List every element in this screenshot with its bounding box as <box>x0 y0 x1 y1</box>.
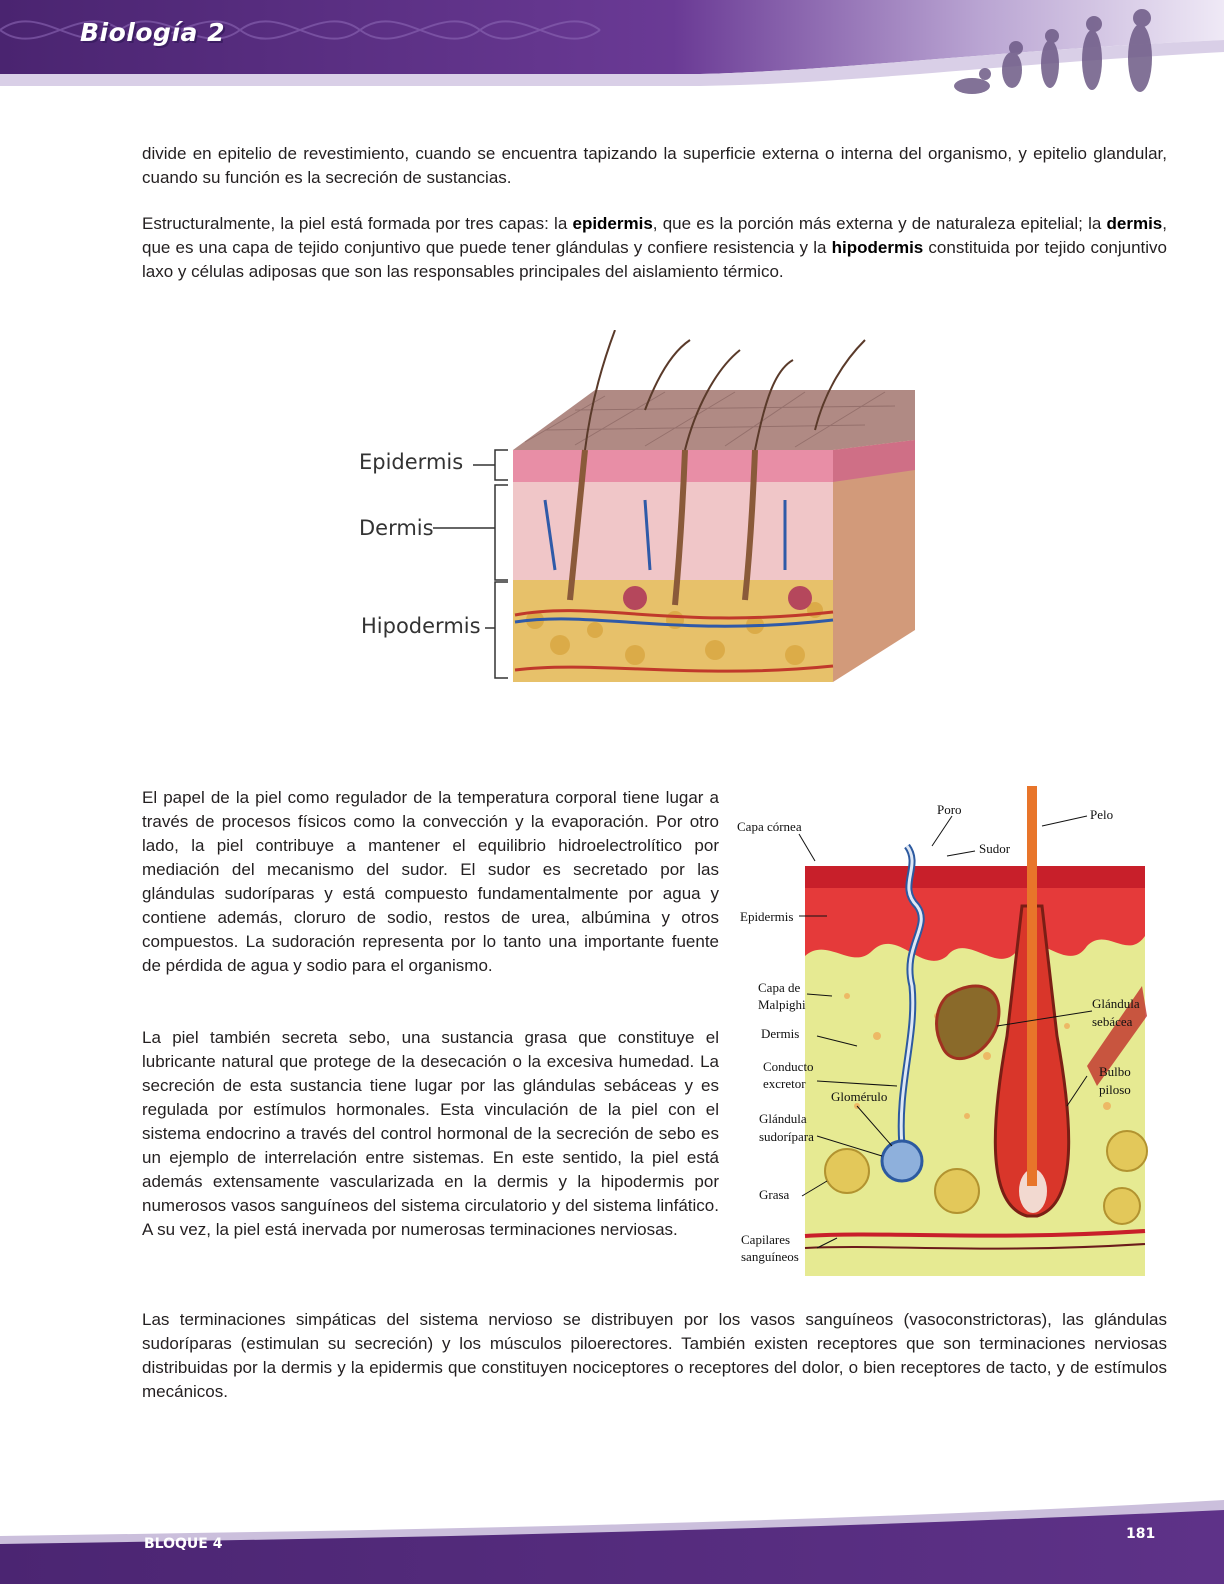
label-dermis: Dermis <box>359 516 434 540</box>
label-pelo: Pelo <box>1090 807 1114 822</box>
label-conducto-1: Conducto <box>763 1059 814 1074</box>
label-capilares-2: sanguíneos <box>741 1249 799 1264</box>
term-dermis: dermis <box>1106 214 1163 233</box>
label-glandula-sebacea-2: sebácea <box>1092 1014 1133 1029</box>
label-epidermis: Epidermis <box>359 450 464 474</box>
skin-layers-figure <box>345 330 925 692</box>
book-title: Biología 2 <box>80 18 225 47</box>
label-glomerulo: Glomérulo <box>831 1089 888 1104</box>
label-glandula-sebacea-1: Glándula <box>1092 996 1140 1011</box>
page-footer <box>0 1500 1224 1584</box>
label-hipodermis: Hipodermis <box>361 614 481 638</box>
skin-cross-section-figure <box>737 786 1162 1286</box>
paragraph-sebum: La piel también secreta sebo, una sustancia grasa que constituye el lubricante natural que protege de la desecación o la excesiva humedad. La secreción de esta sustancia tiene lugar por las glándulas sebáceas y es regulada por estímulos hormonales. Esta vinculación de la piel con el sistema endocrino a través del control hormonal de la secreción de sebo es un ejemplo de interrelación entre sistemas. En este sentido, la piel está además extensamente vascularizada en la dermis y la hipodermis por numerosos vasos sanguíneos del sistema circulatorio y del sistema linfático. A su vez, la piel está inervada por numerosas terminaciones nerviosas. <box>142 1028 719 1239</box>
paragraph-nerve-endings: Las terminaciones simpáticas del sistema nervioso se distribuyen por los vasos sanguíneos (vasoconstrictoras), las glándulas sudoríparas (estimulan su secreción) y los músculos piloerectores. También existen receptores que son terminaciones nerviosas distribuidas por la dermis y la epidermis que constituyen nociceptores o receptores del dolor, o bien receptores de tacto, y de estímulos mecánicos. <box>142 1310 1167 1401</box>
paragraph-skin-layers <box>142 212 1167 284</box>
page-header <box>0 0 1224 125</box>
text-run: Estructuralmente, la piel está formada por tres capas: la <box>142 214 573 233</box>
label-grasa: Grasa <box>759 1187 790 1202</box>
paragraph-temperature: El papel de la piel como regulador de la temperatura corporal tiene lugar a través de procesos físicos como la convección y la evaporación. Por otro lado, la piel contribuye a mantener el equilibrio hidroelectrolítico por mediación del mecanismo del sudor. El sudor es secretado por las glándulas sudoríparas y está compuesto fundamentalmente por agua y contiene además, cloruro de sodio, restos de urea, albúmina y otros compuestos. La sudoración representa por lo tanto una importante fuente de pérdida de agua y sodio para el organismo. <box>142 788 719 975</box>
text-run: constituida por tejido conjuntivo laxo y células adiposas que son las responsables principales del aislamiento térmico. <box>142 238 1167 281</box>
label-capa-malpighi-1: Capa de <box>758 980 801 995</box>
term-hipodermis: hipodermis <box>831 238 924 257</box>
label-sudor: Sudor <box>979 841 1011 856</box>
label-capa-cornea: Capa córnea <box>737 819 802 834</box>
label-bulbo-1: Bulbo <box>1099 1064 1131 1079</box>
label-poro: Poro <box>937 802 962 817</box>
page-number: 181 <box>1126 1526 1156 1542</box>
label-conducto-2: excretor <box>763 1076 806 1091</box>
label-bulbo-2: piloso <box>1099 1082 1131 1097</box>
label-glandula-sudoripara-2: sudorípara <box>759 1129 814 1144</box>
text-run: , que es una capa de tejido conjuntivo que puede tener glándulas y confiere resistencia y la <box>142 214 1167 257</box>
label-dermis-2: Dermis <box>761 1026 800 1041</box>
text-run: , que es la porción más externa y de naturaleza epitelial; la <box>652 214 1107 233</box>
label-capa-malpighi-2: Malpighi <box>758 997 806 1012</box>
label-capilares-1: Capilares <box>741 1232 791 1247</box>
label-epidermis-2: Epidermis <box>740 909 794 924</box>
skin-cross-section-illustration <box>737 786 1162 1286</box>
paragraph-epithelium: divide en epitelio de revestimiento, cuando se encuentra tapizando la superficie externa o interna del organismo, y epitelio glandular, cuando su función es la secreción de sustancias. <box>142 144 1167 187</box>
footer-section-label: BLOQUE 4 <box>144 1536 223 1552</box>
term-epidermis: epidermis <box>572 214 653 233</box>
label-glandula-sudoripara-1: Glándula <box>759 1111 807 1126</box>
